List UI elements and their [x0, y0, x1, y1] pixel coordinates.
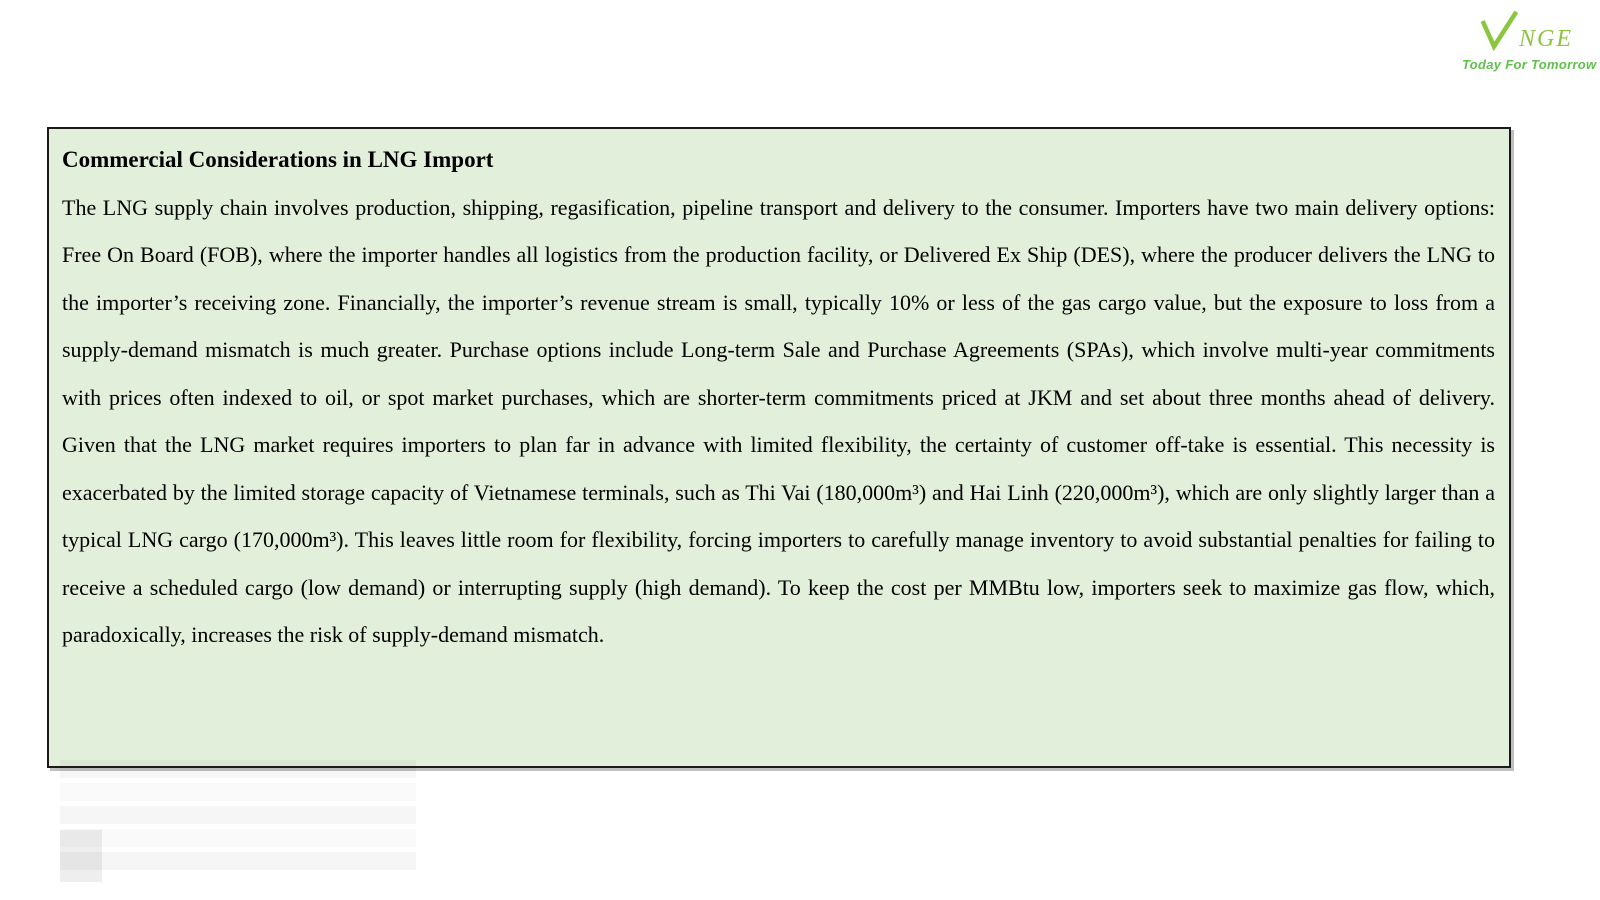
vnge-logo-mark-row [1462, 6, 1590, 54]
panel-body-paragraph: The LNG supply chain involves production, shipping, regasification, pipeline transport and delivery to the consumer. Importers have two main delivery options: Free On Board (FOB), where the importer handles all logistics from the production facility, or Delivered Ex Ship (DES), where the producer delivers the LNG to the importer’s receiving zone. Financially, the importer’s revenue stream is small, typically 10% or less of the gas cargo value, but the exposure to loss from a supply-demand mismatch is much greater. Purchase options include Long-term Sale and Purchase Agreements (SPAs), which involve multi-year commitments with prices often indexed to oil, or spot market purchases, which are shorter-term commitments priced at JKM and set about three months ahead of delivery. Given that the LNG market requires importers to plan far in advance with limited flexibility, the certainty of customer off-take is essential. This necessity is exacerbated by the limited storage capacity of Vietnamese terminals, such as Thi Vai (180,000m³) and Hai Linh (220,000m³), which are only slightly larger than a typical LNG cargo (170,000m³). This leaves little room for flexibility, forcing importers to carefully manage inventory to avoid substantial penalties for failing to receive a scheduled cargo (low demand) or interrupting supply (high demand). To keep the cost per MMBtu low, importers seek to maximize gas flow, which, paradoxically, increases the risk of supply-demand mismatch. [62, 194, 1495, 647]
faint-artifact-row [60, 783, 416, 801]
faint-artifact-row [60, 806, 416, 824]
faint-table-artifact [60, 760, 416, 882]
faint-artifact-block [60, 830, 102, 882]
faint-artifact-row [60, 829, 416, 847]
vnge-logo-text: NGE [1519, 26, 1573, 52]
faint-artifact-row [60, 760, 416, 778]
vnge-checkmark-icon [1479, 8, 1519, 54]
faint-artifact-row [60, 852, 416, 870]
vnge-logo [1462, 6, 1597, 72]
panel-title: Commercial Considerations in LNG Import [62, 147, 494, 172]
vnge-tagline: Today For Tomorrow [1462, 57, 1597, 72]
lng-import-text-panel [47, 127, 1511, 768]
